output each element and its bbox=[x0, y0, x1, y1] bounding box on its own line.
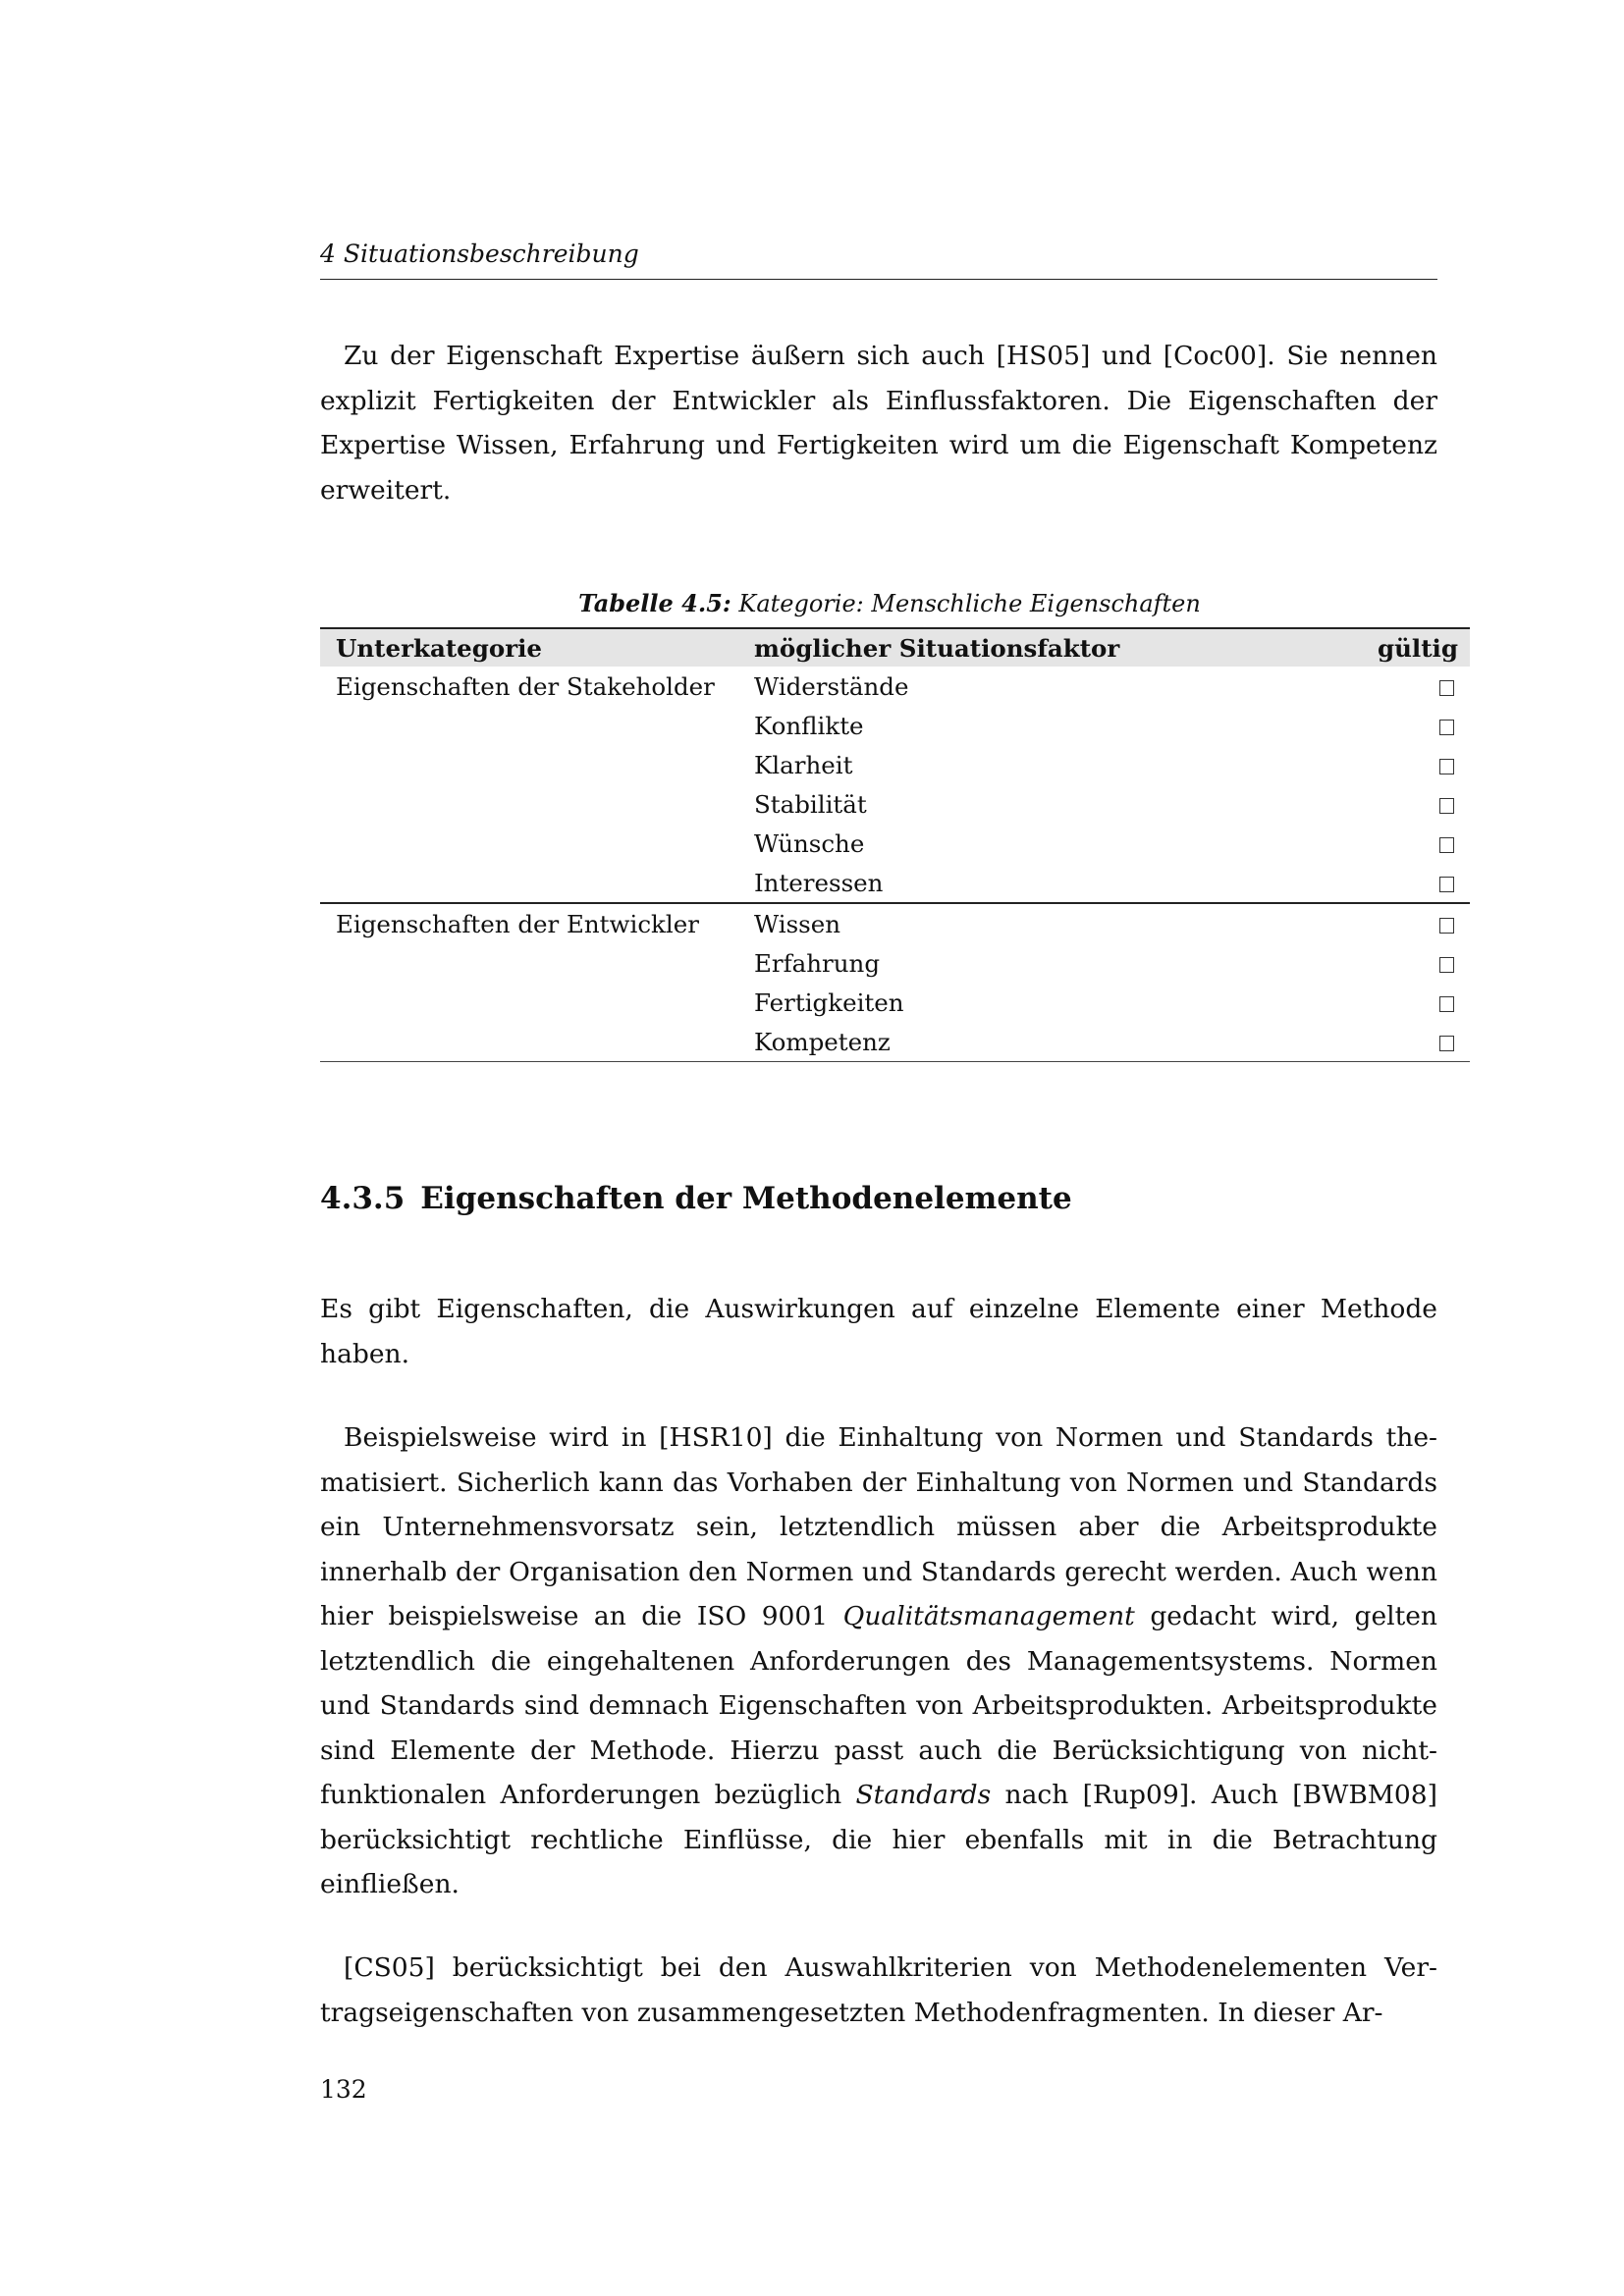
body-paragraph-3: [CS05] berücksichtigt bei den Auswahlkriterien von Methodenelementen Vertragseigenschaften von zusammengesetzten Methodenfragmenten. In dieser Ar- bbox=[320, 1952, 1437, 2028]
text-run: gedacht wird, gelten letztendlich die eingehaltenen Anforderungen des Managementsystems. Normen und Standards sind demnach Eigenschaften von Arbeitsprodukten. Arbeitsprodukte sind Elemente der Methode. Hierzu passt auch die Berücksichtigung von nicht-funktionalen Anforderungen bezüglich bbox=[320, 1601, 1437, 1810]
factor-cell: Widerstände bbox=[754, 671, 909, 701]
checkbox[interactable] bbox=[1439, 837, 1454, 853]
checkbox[interactable] bbox=[1439, 720, 1454, 735]
section-heading bbox=[320, 1181, 1072, 1216]
checkbox[interactable] bbox=[1439, 798, 1454, 814]
checkbox[interactable] bbox=[1439, 1036, 1454, 1051]
checkbox[interactable] bbox=[1439, 759, 1454, 774]
checkbox[interactable] bbox=[1439, 877, 1454, 892]
subcategory-cell: Eigenschaften der Entwickler bbox=[320, 903, 738, 1062]
table-caption-label: Tabelle 4.5: bbox=[578, 589, 731, 617]
emphasis-text: Standards bbox=[855, 1780, 992, 1810]
table-caption bbox=[320, 589, 1459, 617]
table-row bbox=[320, 667, 1470, 706]
page-number: 132 bbox=[320, 2075, 367, 2104]
section-number: 4.3.5 bbox=[320, 1181, 406, 1216]
intro-paragraph: Zu der Eigenschaft Expertise äußern sich auch [HS05] und [Coc00]. Sie nennen explizit Fertigkeiten der Entwickler als Einflussfaktoren. Die Eigenschaften der Expertise Wissen, Erfahrung und Fertigkeiten wird um die Eigenschaft Kompetenz erweitert. bbox=[320, 341, 1437, 506]
factor-cell: Interessen bbox=[738, 863, 1314, 903]
col-header-subcategory: Unterkategorie bbox=[320, 628, 738, 667]
running-head: 4 Situationsbeschreibung bbox=[320, 240, 639, 268]
checkbox[interactable] bbox=[1439, 957, 1454, 973]
factor-cell: Konflikte bbox=[754, 711, 864, 740]
table-row bbox=[320, 903, 1470, 943]
checkbox[interactable] bbox=[1439, 918, 1454, 934]
table-header-row bbox=[320, 628, 1470, 667]
body-paragraph-2 bbox=[320, 1415, 1437, 1907]
factor-cell: Wissen bbox=[754, 909, 841, 938]
text-run: nach [Rup09]. Auch [BWBM08] berücksichtigt rechtliche Einflüsse, die hier ebenfalls mit in die Betrachtung einfließen. bbox=[320, 1780, 1437, 1899]
checkbox[interactable] bbox=[1439, 680, 1454, 696]
subcategory-cell: Eigenschaften der Stakeholder bbox=[320, 667, 738, 903]
factor-cell: Wünsche bbox=[754, 828, 865, 858]
text-run: Beispielsweise wird in [HSR10] die Einhaltung von Normen und Standards thematisiert. Sicherlich kann das Vorhaben der Einhaltung von Normen und Standards ein Unternehmensvorsatz sein, letztendlich müssen aber die Arbeitsprodukte innerhalb der Organisation den Normen und Standards gerecht werden. Auch wenn hier beispielsweise an die ISO 9001 bbox=[320, 1422, 1437, 1631]
checkbox[interactable] bbox=[1439, 996, 1454, 1012]
factor-cell: Erfahrung bbox=[754, 948, 881, 978]
factor-cell: Stabilität bbox=[754, 789, 867, 819]
emphasis-text: Qualitätsmanagement bbox=[842, 1601, 1135, 1631]
header-rule bbox=[320, 279, 1437, 280]
factor-cell: Fertigkeiten bbox=[754, 988, 904, 1017]
col-header-valid: gültig bbox=[1314, 628, 1470, 667]
table-caption-text: Kategorie: Menschliche Eigenschaften bbox=[731, 590, 1201, 617]
factor-cell: Kompetenz bbox=[738, 1022, 1314, 1062]
col-header-factor: möglicher Situationsfaktor bbox=[738, 628, 1314, 667]
body-paragraph-1: Es gibt Eigenschaften, die Auswirkungen auf einzelne Elemente einer Methode haben. bbox=[320, 1294, 1437, 1369]
section-title: Eigenschaften der Methodenelemente bbox=[420, 1181, 1072, 1216]
factor-cell: Klarheit bbox=[754, 750, 853, 779]
situation-factor-table bbox=[320, 627, 1470, 1062]
